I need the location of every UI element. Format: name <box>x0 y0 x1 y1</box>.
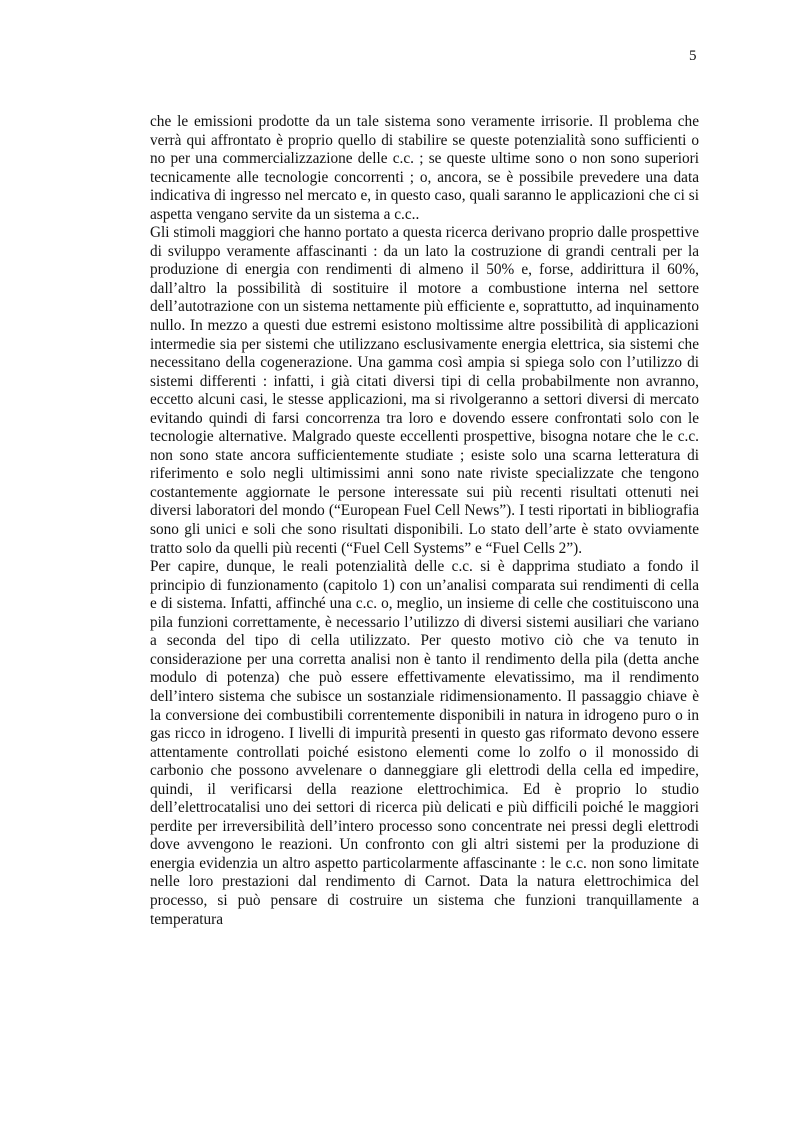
paragraph-1: che le emissioni prodotte da un tale sistema sono veramente irrisorie. Il problema che verrà qui affrontato è proprio quello di stabilire se queste potenzialità sono sufficienti o no per una commercializzazione delle c.c. ; se queste ultime sono o non sono superiori tecnicamente alle tecnologie concorrenti ; o, ancora, se è possibile prevedere una data indicativa di ingresso nel mercato e, in questo caso, quali saranno le applicazioni che ci si aspetta vengano servite da un sistema a c.c.. <box>150 113 699 223</box>
page-number: 5 <box>689 48 697 64</box>
paragraph-3: Per capire, dunque, le reali potenzialità delle c.c. si è dapprima studiato a fondo il principio di funzionamento (capitolo 1) con un’analisi comparata sui rendimenti di cella e di sistema. Infatti, affinché una c.c. o, meglio, un insieme di celle che costituiscono una pila funzioni correttamente, è necessario l’utilizzo di diversi sistemi ausiliari che variano a seconda del tipo di cella utilizzato. Per questo motivo ciò che va tenuto in considerazione per una corretta analisi non è tanto il rendimento della pila (detta anche modulo di potenza) che può essere effettivamente elevatissimo, ma il rendimento dell’intero sistema che subisce un sostanziale ridimensionamento. Il passaggio chiave è la conversione dei combustibili correntemente disponibili in natura in idrogeno puro o in gas ricco in idrogeno. I livelli di impurità presenti in questo gas riformato devono essere attentamente controllati poiché esistono elementi come lo zolfo o il monossido di carbonio che possono avvelenare o danneggiare gli elettrodi della cella ed impedire, quindi, il verificarsi della reazione elettrochimica. Ed è proprio lo studio dell’elettrocatalisi uno dei settori di ricerca più delicati e più difficili poiché le maggiori perdite per irreversibilità dell’intero processo sono concentrate nei pressi degli elettrodi dove avvengono le reazioni. Un confronto con gli altri sistemi per la produzione di energia evidenzia un altro aspetto particolarmente affascinante : le c.c. non sono limitate nelle loro prestazioni dal rendimento di Carnot. Data la natura elettrochimica del processo, si può pensare di costruire un sistema che funzioni tranquillamente a temperatura <box>150 558 699 928</box>
body-text <box>150 113 699 929</box>
paragraph-2: Gli stimoli maggiori che hanno portato a questa ricerca derivano proprio dalle prospettive di sviluppo veramente affascinanti : da un lato la costruzione di grandi centrali per la produzione di energia con rendimenti di almeno il 50% e, forse, addirittura il 60%, dall’altro la possibilità di sostituire il motore a combustione interna nel settore dell’autotrazione con un sistema nettamente più efficiente e, soprattutto, ad inquinamento nullo. In mezzo a questi due estremi esistono moltissime altre possibilità di applicazioni intermedie sia per sistemi che utilizzano esclusivamente energia elettrica, sia sistemi che necessitano della cogenerazione. Una gamma così ampia si spiega solo con l’utilizzo di sistemi differenti : infatti, i già citati diversi tipi di cella probabilmente non avranno, eccetto alcuni casi, le stesse applicazioni, ma si rivolgeranno a settori diversi di mercato evitando quindi di farsi concorrenza tra loro e dovendo essere confrontati solo con le tecnologie alternative. Malgrado queste eccellenti prospettive, bisogna notare che le c.c. non sono state ancora sufficientemente studiate ; esiste solo una scarna letteratura di riferimento e solo negli ultimissimi anni sono nate riviste specializzate che tengono costantemente aggiornate le persone interessate sui più recenti risultati ottenuti nei diversi laboratori del mondo (“European Fuel Cell News”). I testi riportati in bibliografia sono gli unici e soli che sono risultati disponibili. Lo stato dell’arte è stato ovviamente tratto solo da quelli più recenti (“Fuel Cell Systems” e “Fuel Cells 2”). <box>150 224 699 557</box>
